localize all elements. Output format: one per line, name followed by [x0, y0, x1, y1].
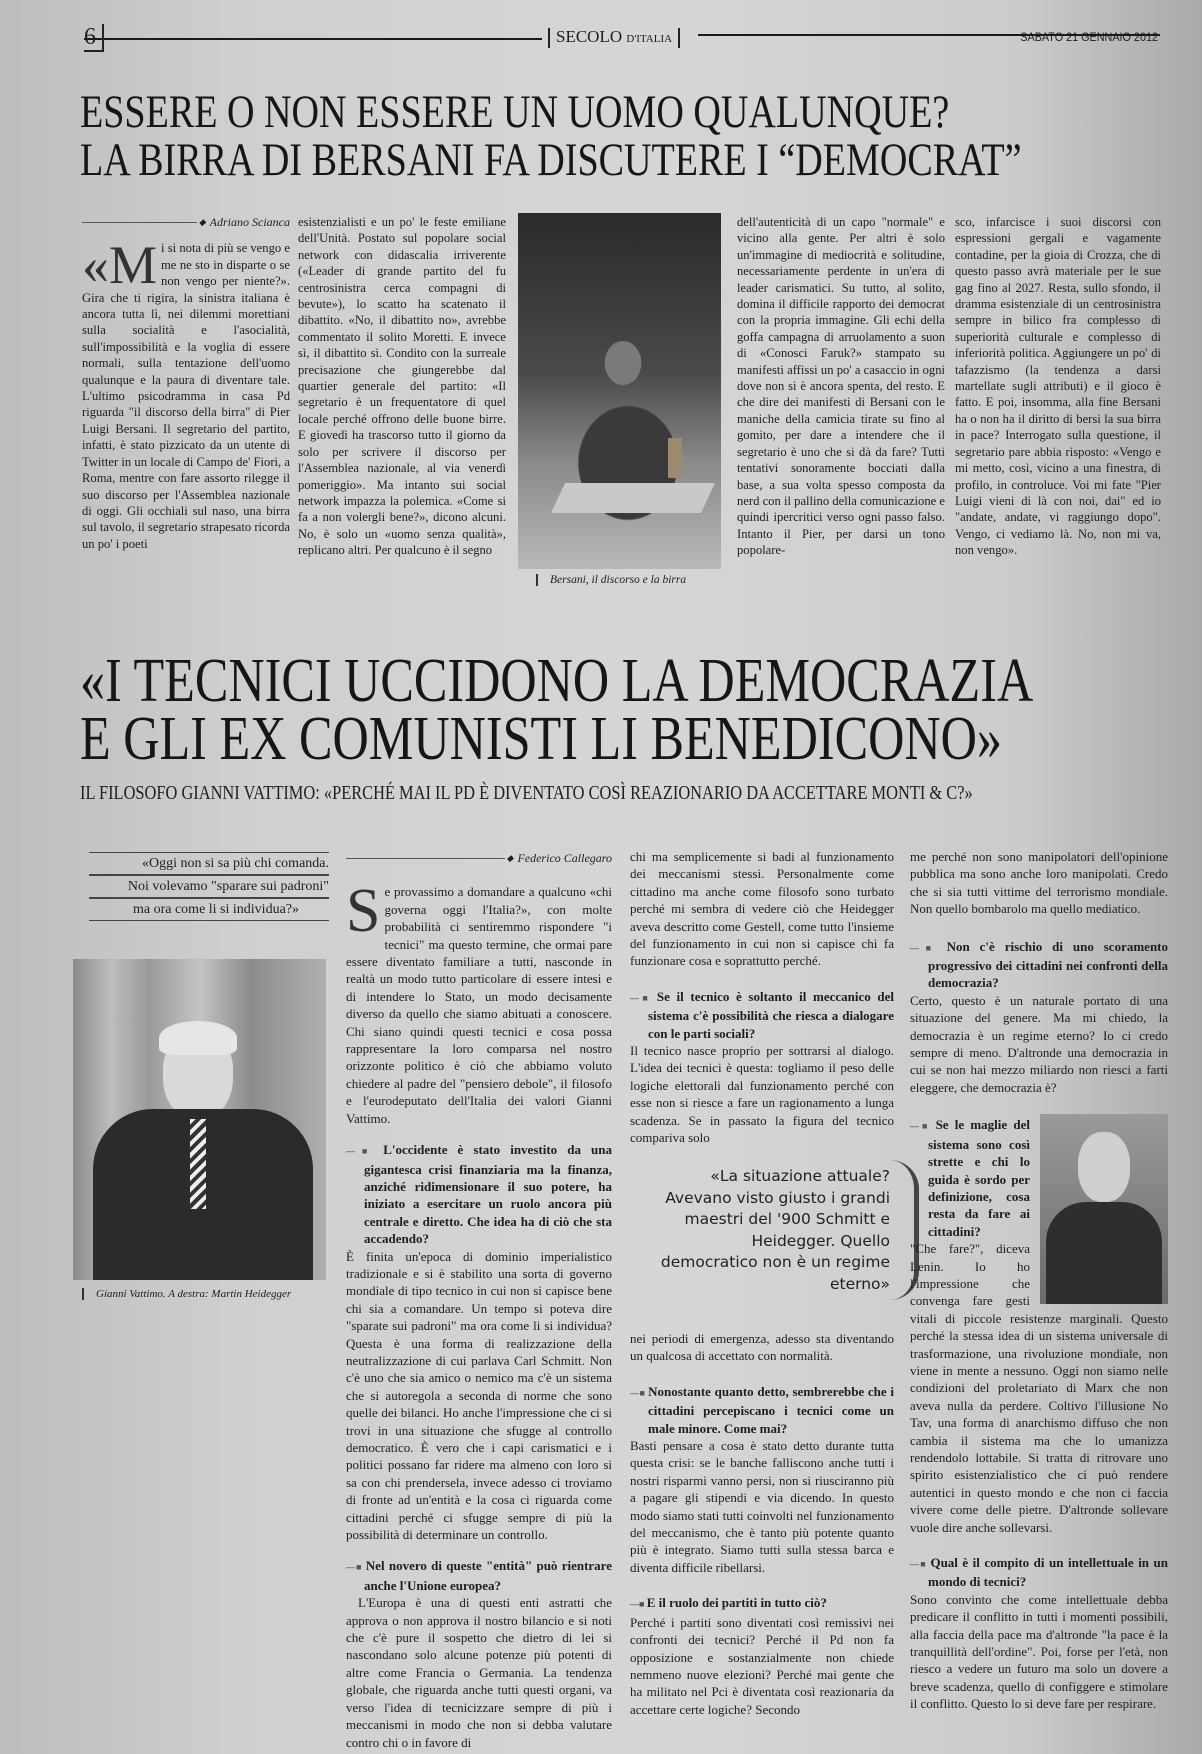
- header-rule-left: [84, 38, 542, 40]
- article1-headline: [80, 88, 1022, 184]
- question: —■ Nel novero di queste "entità" può rientrare anche l'Unione europea?: [346, 1558, 612, 1593]
- article2-column-3-top: [630, 848, 894, 1147]
- intro-text: Se provassimo a domandare a qualcuno «chi governa oggi l'Italia?», con molte probabilità ci sentiremmo rispondere "i tecnici" ma questo termine, che ormai pare essere diventato familiare a tutti, nasconde in realtà un modo tutto particolare di essere intesi e di intendere lo Stato, un modo decisamente diverso da quello che siamo abituati a conoscere. Chi siano quindi questi tecnici e cosa possa rappresentare la loro comparsa nel nostro orizzonte politico è ciò che abbiamo voluto chiedere al padre del "pensiero debole", il filosofo e l'eurodeputato dell'Italia dei valori Gianni Vattimo.: [346, 877, 612, 1126]
- article1-column-4: [955, 214, 1161, 559]
- table: [551, 483, 715, 513]
- headline-line: ESSERE O NON ESSERE UN UOMO QUALUNQUE?: [80, 86, 950, 138]
- square-bullet-icon: —■: [346, 1146, 384, 1157]
- article1-column-3: [737, 214, 945, 559]
- issue-date: SABATO 21 GENNAIO 2012: [1020, 30, 1158, 44]
- answer: Sono convinto che come intellettuale debba predicare il conflitto in tutti i momenti possibili, alla faccia della pace ma d'altronde "la pace è la tranquillità dell'ordine". Poi, forse per l'età, non riesco a vedere un futuro ma solo un dovere a breve scadenza, quello di configgere e stimolare il conflitto. Questo lo si deve fare per respirare.: [910, 1591, 1168, 1712]
- question: —■ E il ruolo dei partiti in tutto ciò?: [630, 1595, 827, 1611]
- answer: È finita un'epoca di dominio imperialistico tradizionale e si è stabilito una sorta di governo mondiale di tipo tecnico in cui non si capisce bene chi sia a comandare. Un tempo si poteva dire "sparate sui padroni" ma ora come li si individua? Questa è una forma di realizzazione della neutralizzazione di cui parlava Carl Schmitt. Non c'è uno che sia amico o nemico ma c'è un sistema che si autoregola a seconda di norme che sono quelle dei bilanci. Ho anche l'impressione che ci si trovi in una situazione che sfugge al controllo democratico. È vero che i capi carismatici e i politici possano far ridere ma almeno con loro si sa con chi prendersela, invece adesso ci troviamo di fronte ad un'entità e la cosa ci riguarda come cittadini perché ci sfugge sempre di più la possibilità di determinare un controllo.: [346, 1248, 612, 1543]
- bersani-photo: [518, 213, 721, 569]
- hair: [159, 1021, 237, 1055]
- quote-line: ma ora come li si individua?»: [89, 898, 329, 921]
- quote-box: [89, 852, 329, 921]
- body-text: «Mi si nota di più se vengo e me ne sto in disparte o se non vengo per niente?». Gira che ti rigira, la sinistra italiana è ancora tutta lì, nei dilemmi morettiani sulla socialità e l'asocialità, sull'impossibilità e la voglia di essere normali, sulla tentazione dell'uomo qualunque e la paura di diventare tale. L'ultimo psicodramma in casa Pd riguarda "il discorso della birra" di Pier Luigi Bersani. Il segretario del partito, infatti, è stato pizzicato da un utente di Twitter in un locale di Campo de' Fiori, a Roma, mentre con fare assorto rilegge il suo discorso per l'Assemblea nazionale di oggi. Gli occhiali sul naso, una birra sul tavolo, il segretario strapesato ricorda un po' i poeti: [82, 235, 290, 551]
- square-bullet-icon: —■: [910, 942, 947, 953]
- headline-line: LA BIRRA DI BERSANI FA DISCUTERE I “DEMOCRAT”: [80, 134, 1022, 186]
- masthead-small: D'ITALIA: [626, 33, 673, 45]
- answer: Il tecnico nasce proprio per sottrarsi al dialogo. L'idea dei tecnici è questa: togliamo il peso delle logiche elettorali dal funzionamento perché con esse non si riesce a fare un ragionamento a lunga scadenza. Se in passato la figura del tecnico compariva solo: [630, 1043, 894, 1146]
- question: —■ Se il tecnico è soltanto il meccanico del sistema c'è possibilità che riesca a dialogare con le parti sociali?: [630, 988, 895, 1041]
- square-bullet-icon: —■: [630, 1387, 649, 1398]
- article2-column-2: [346, 850, 612, 1751]
- masthead: [548, 28, 680, 48]
- article2-column-4: [910, 848, 1168, 1713]
- coat: [1046, 1202, 1162, 1304]
- question: —■ L'occidente è stato investito da una gigantesca crisi finanziaria ma la finanza, anziché ridimensionare il suo potere, ha iniziato a esercitare un ruolo ancora più centrale e diretto. Che idea ha di ciò che sta accadendo?: [346, 1142, 613, 1247]
- square-bullet-icon: —■: [910, 1559, 931, 1570]
- square-bullet-icon: —■: [630, 992, 657, 1003]
- author: Federico Callegaro: [517, 851, 612, 865]
- answer: me perché non sono manipolatori dell'opinione pubblica ma sono anche loro manipolati. Credo che si sia tutti vittime del terrorismo mondiale. Non quello bombarolo ma quello mediatico.: [910, 849, 1168, 917]
- question: —■ Qual è il compito di un intellettuale in un mondo di tecnici?: [910, 1555, 1169, 1590]
- tie: [190, 1119, 206, 1209]
- answer: chi ma semplicemente si badi al funzionamento dei meccanismi stessi. Personalmente come cittadino ma anche come filosofo sono turbato perché mi sembra di vedere ciò che Heidegger aveva descritto come Gestell, come tutto l'insieme del funzionamento in cui non si capisce chi fa funzionare cosa e soprattutto perché.: [630, 849, 894, 969]
- square-bullet-icon: —■: [630, 1599, 647, 1610]
- answer: "Che fare?", diceva Lenin. Io ho l'impressione che convenga fare gesti vitali di piccole resistenze marginali. Questo perché la stessa idea di un sistema universale di trasformazione, una rivoluzione mondiale, non viene in mente a nessuno. Oggi non siamo nelle condizioni del proletariato di Marx che non aveva nulla da perdere. Coltivo l'illusione No Tav, una forma di anarchismo diffuso che non cambia il sistema ma che lo umanizza rendendolo lottabile. Si tratta di ritrovare uno spirito esistenzialistico che ci può rendere autentici in questo mondo e che non ci faccia vivere come delle pietre. D'altronde sollevare vuole dire anche sollevarsi.: [910, 1241, 1168, 1535]
- question: —■ Non c'è rischio di uno scoramento progressivo dei cittadini nei confronti della democrazia?: [910, 938, 1169, 991]
- square-bullet-icon: —■: [346, 1562, 366, 1573]
- body-text: dell'autenticità di un capo "normale" e vicino alla gente. Per altri è solo un'immagine di mediocrità e solitudine, necessariamente perdente in un'era di leader carismatici. Su tutto, al solito, domina il difficile rapporto dei democrat con la propria immagine. Gli echi della goffa campagna di arruolamento a suon di «Conosci Faruk?» stampato su manifesti affissi un po' a casaccio in ogni dove non si è ancora spenta, del resto. E che dire dei manifesti di Bersani con le maniche della camicia tirate su fino al gomito, per dare a intendere che il segretario è uno che si dà da fare? Tutti tentativi sonoramente bocciati dalla base, a sua volta spesso composta da nerd con il pallino della comunicazione e quindi ipercritici verso ogni passo falso. Intanto il Pier, per darsi un tono popolare-: [737, 215, 945, 558]
- quote-line: Noi volevamo "sparare sui padroni": [89, 875, 329, 898]
- body-text: esistenzialisti e un po' le feste emiliane dell'Unità. Postato sul popolare social network con didascalia irriverente («Leader di grande partito del fu centrosinistra cerca compagni di bevute»), lo scatto ha scatenato il dibattito. «No, il dibattito no», avrebbe commentato il solito Moretti. E invece sì, il dibattito sì. Condito con la surreale precisazione che giungerebbe dal quartier generale del partito: «Il segretario è un frequentatore di quel locale perché offrono delle buone birre. E giovedì ha trascorso tutto il giorno da solo per scrivere il discorso per l'Assemblea nazionale, al via venerdì pomeriggio». Ma intanto sui social network impazza la polemica. «Come si fa a non volergli bene?», dicono alcuni. No, è solo un «uomo senza qualità», replicano altri. Per qualcuno è il segno: [298, 215, 506, 558]
- byline: [346, 850, 612, 867]
- answer: L'Europa è una di questi enti astratti che approva o non approva il nostro bilancio e si noti che c'è pure il sospetto che dietro di lei si nascondano solo alcune potenze più potenti di altre come Francia o Germania. La tendenza globale, che riguarda anche tutti questi organi, va verso l'idea di tecnicizzare sempre di più i meccanismi in modo che non si debba valutare contro chi o in favore di: [346, 1595, 612, 1750]
- vattimo-photo: [73, 959, 326, 1280]
- quote-line: «Oggi non si sa più chi comanda.: [89, 852, 329, 875]
- diamond-icon: ◆: [506, 853, 514, 863]
- masthead-main: SECOLO: [556, 27, 623, 46]
- answer: Certo, questo è un naturale portato di una situazione del genere. Ma mi chiedo, la democrazia è un regime eterno? Io ci credo sempre di meno. D'altronde una democrazia in cui se non hai mezzo miliardo non riesci a farti eleggere, che democrazia è?: [910, 992, 1168, 1095]
- heidegger-photo: [1040, 1114, 1168, 1304]
- answer: Basti pensare a cosa è stato detto durante tutta questa crisi: se le banche falliscono anche tutti i nostri risparmi vanno persi, non si riusciranno più a pagare gli stipendi e via dicendo. In questo modo siamo stati tutti coinvolti nel funzionamento del meccanismo, che è tanto più potente quanto più è integrato. Siamo tutti sulla stessa barca e diventa difficile ribellarsi.: [630, 1438, 894, 1575]
- question: —■ Se le maglie del sistema sono così strette e chi lo guida è sordo per definizione, cosa resta da fare ai cittadini?: [910, 1117, 1030, 1239]
- square-bullet-icon: —■: [910, 1121, 936, 1132]
- pull-quote: «La situazione attuale? Avevano visto giusto i grandi maestri del '900 Schmitt e Heidegger. Quello democratico non è un regime eterno»: [660, 1167, 890, 1293]
- body-text: sco, infarcisce i suoi discorsi con espressioni gergali e vagamente contadine, per la gioia di Crozza, che di questo passo avrà materiale per le sue gag fino al 2027. Resta, sullo sfondo, il dramma esistenziale di un centrosinistra sempre in bilico fra complesso di superiorità culturale e complesso di inferiorità politica. Aggiungere un po' di tafazzismo (la tendenza a darsi martellate sugli attributi) e il gioco è fatto. E poi, insomma, alla fine Bersani ha o non ha il diritto di bersi la sua birra in pace? Interrogato sulla questione, il segretario pare abbia risposto: «Vengo e mi metto, così, vicino a una finestra, di profilo, in controluce. Voi mi fate "Pier Luigi vieni di là con noi, dai" ed io "andate, andate, vi raggiungo dopo". Vengo, ci vediamo là. No, non mi va, non vengo».: [955, 215, 1161, 558]
- article2-column-3-bottom: [630, 1330, 894, 1718]
- question: —■ Nonostante quanto detto, sembrerebbe che i cittadini percepiscano i tecnici come un male minore. Come mai?: [630, 1383, 895, 1436]
- headline-line: E GLI EX COMUNISTI LI BENEDICONO»: [80, 705, 1002, 773]
- article2-subtitle: IL FILOSOFO GIANNI VATTIMO: «PERCHÉ MAI IL PD È DIVENTATO COSÌ REAZIONARIO DA ACCETTARE MONTI & C?»: [80, 782, 973, 804]
- article1-column-2: [298, 214, 506, 559]
- head: [1078, 1132, 1130, 1202]
- diamond-icon: ◆: [198, 217, 206, 227]
- photo-caption: Bersani, il discorso e la birra: [536, 574, 686, 586]
- headline-line: «I TECNICI UCCIDONO LA DEMOCRAZIA: [80, 647, 1034, 715]
- byline: [82, 214, 290, 230]
- drop-cap: «M: [82, 235, 158, 296]
- article1-column-1: [82, 214, 290, 552]
- author: Adriano Scianca: [209, 215, 290, 229]
- article2-headline: [80, 647, 1034, 773]
- page-number: 6: [84, 24, 104, 52]
- answer: nei periodi di emergenza, adesso sta diventando un qualcosa di accettato con normalità.: [630, 1331, 894, 1364]
- beer-glass: [668, 438, 682, 478]
- drop-cap: S: [346, 877, 381, 946]
- answer: Perché i partiti sono diventati così remissivi nei confronti dei tecnici? Perché il Pd non fa opposizione e sostanzialmente non chiede nemmeno nuove elezioni? Perché mai gente che ha militato nel Pci è diventata così reazionaria da accettare certe logiche? Secondo: [630, 1614, 894, 1717]
- photo-caption: Gianni Vattimo. A destra: Martin Heidegger: [82, 1288, 291, 1300]
